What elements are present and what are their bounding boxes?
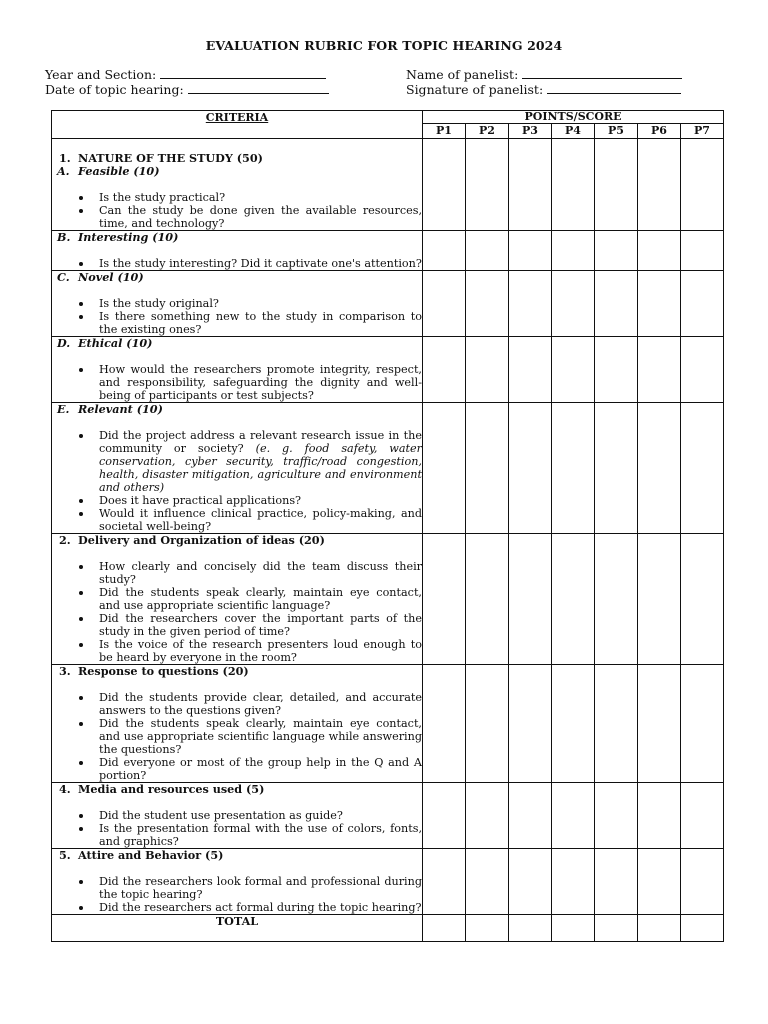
spacer xyxy=(52,547,422,560)
criteria-cell xyxy=(52,403,423,534)
score-cell[interactable] xyxy=(466,337,509,403)
list-item xyxy=(52,586,422,612)
bullet-icon xyxy=(79,814,83,818)
bullet-list xyxy=(52,560,422,664)
bullet-text: Is there something new to the study in comparison to the existing ones? xyxy=(99,310,422,336)
bullet-icon xyxy=(79,643,83,647)
bullet-icon xyxy=(79,617,83,621)
criteria-cell xyxy=(52,271,423,337)
list-item xyxy=(52,494,422,507)
name-panelist-field xyxy=(406,67,682,82)
signature-panelist-blank[interactable] xyxy=(547,83,681,94)
bullet-text: Did the students speak clearly, maintain eye contact, and use appropriate scientific language while answering the questions? xyxy=(99,717,422,756)
bullet-icon xyxy=(79,209,83,213)
score-cell[interactable] xyxy=(638,231,681,271)
bullet-text: Did everyone or most of the group help in the Q and A portion? xyxy=(99,756,422,782)
score-cell[interactable] xyxy=(552,534,595,665)
section-number: 1. xyxy=(59,151,71,165)
score-cell[interactable] xyxy=(638,849,681,915)
bullet-text: Is the study original? xyxy=(99,297,219,310)
bullet-text: Did the project address a relevant research issue in the community or society? xyxy=(99,429,422,455)
list-item xyxy=(52,691,422,717)
list-item xyxy=(52,612,422,638)
score-cell[interactable] xyxy=(423,337,466,403)
bullet-text: Did the student use presentation as guide? xyxy=(99,809,343,822)
score-cell[interactable] xyxy=(681,337,724,403)
score-cell[interactable] xyxy=(638,665,681,783)
score-cell[interactable] xyxy=(552,403,595,534)
score-cell[interactable] xyxy=(638,783,681,849)
subcriterion-heading xyxy=(52,403,422,416)
table-row xyxy=(52,849,724,915)
spacer xyxy=(52,284,422,297)
subcriterion-heading xyxy=(52,337,422,350)
score-cell[interactable] xyxy=(509,783,552,849)
bullet-text: Did the researchers look formal and professional during the topic hearing? xyxy=(99,875,422,901)
rubric-table xyxy=(51,110,724,942)
table-row xyxy=(52,231,724,271)
bullet-text: Did the researchers act formal during the topic hearing? xyxy=(99,901,422,914)
subcriterion-heading xyxy=(52,271,422,284)
score-cell[interactable] xyxy=(681,665,724,783)
score-cell[interactable] xyxy=(552,665,595,783)
section-number: 2. xyxy=(59,533,71,547)
list-item xyxy=(52,901,422,914)
criteria-header: CRITERIA xyxy=(52,111,423,139)
section-heading xyxy=(52,849,422,862)
score-cell[interactable] xyxy=(466,271,509,337)
score-cell[interactable] xyxy=(466,783,509,849)
panelist-header: P6 xyxy=(638,124,681,139)
bullet-list xyxy=(52,363,422,402)
example-text: (e. g. food safety, water conservation, cyber security, traffic/road congestion, health, disaster mitigation, agriculture and environment and others) xyxy=(99,442,422,494)
name-panelist-blank[interactable] xyxy=(522,68,682,79)
signature-panelist-label: Signature of panelist: xyxy=(406,82,544,97)
score-cell[interactable] xyxy=(423,403,466,534)
table-row xyxy=(52,337,724,403)
spacer xyxy=(52,416,422,429)
score-cell[interactable] xyxy=(509,665,552,783)
table-row xyxy=(52,534,724,665)
list-item xyxy=(52,363,422,402)
score-cell[interactable] xyxy=(466,665,509,783)
section-number: 4. xyxy=(59,782,71,796)
date-hearing-blank[interactable] xyxy=(188,83,329,94)
criteria-cell xyxy=(52,665,423,783)
score-cell[interactable] xyxy=(681,271,724,337)
score-cell[interactable] xyxy=(466,534,509,665)
score-cell[interactable] xyxy=(595,534,638,665)
spacer xyxy=(52,178,422,191)
bullet-icon xyxy=(79,906,83,910)
bullet-icon xyxy=(79,368,83,372)
section-title: Delivery and Organization of ideas (20) xyxy=(78,533,325,547)
total-row xyxy=(52,915,724,942)
score-cell[interactable] xyxy=(423,271,466,337)
score-cell[interactable] xyxy=(638,271,681,337)
criteria-cell xyxy=(52,231,423,271)
section-number: 3. xyxy=(59,664,71,678)
bullet-list xyxy=(52,191,422,230)
score-cell[interactable] xyxy=(509,231,552,271)
section-heading xyxy=(52,783,422,796)
points-score-header: POINTS/SCORE xyxy=(423,111,724,124)
score-cell[interactable] xyxy=(466,915,509,942)
score-cell[interactable] xyxy=(638,534,681,665)
section-title: Media and resources used (5) xyxy=(78,782,265,796)
score-cell[interactable] xyxy=(423,139,466,231)
subcriterion-title: Relevant (10) xyxy=(78,402,163,416)
spacer xyxy=(52,678,422,691)
score-cell[interactable] xyxy=(509,139,552,231)
score-cell[interactable] xyxy=(595,337,638,403)
subcriterion-heading xyxy=(52,165,422,178)
list-item xyxy=(52,756,422,782)
table-row xyxy=(52,403,724,534)
bullet-icon xyxy=(79,434,83,438)
subcriterion-letter: B. xyxy=(57,230,71,244)
panelist-header: P1 xyxy=(423,124,466,139)
list-item xyxy=(52,809,422,822)
table-row xyxy=(52,271,724,337)
list-item xyxy=(52,560,422,586)
table-row xyxy=(52,783,724,849)
score-cell[interactable] xyxy=(681,915,724,942)
score-cell[interactable] xyxy=(595,139,638,231)
score-cell[interactable] xyxy=(423,915,466,942)
list-item xyxy=(52,257,422,270)
score-cell[interactable] xyxy=(509,534,552,665)
score-cell[interactable] xyxy=(423,231,466,271)
bullet-text: Does it have practical applications? xyxy=(99,494,302,507)
section-number: 5. xyxy=(59,848,71,862)
subcriterion-title: Interesting (10) xyxy=(78,230,179,244)
bullet-icon xyxy=(79,315,83,319)
criteria-cell xyxy=(52,534,423,665)
list-item xyxy=(52,822,422,848)
date-hearing-label: Date of topic hearing: xyxy=(45,82,184,97)
document-title: EVALUATION RUBRIC FOR TOPIC HEARING 2024 xyxy=(205,38,563,53)
subcriterion-title: Ethical (10) xyxy=(78,336,153,350)
bullet-text: Is the study interesting? Did it captivate one's attention? xyxy=(99,257,422,270)
subcriterion-letter: E. xyxy=(57,402,70,416)
score-cell[interactable] xyxy=(552,139,595,231)
bullet-list xyxy=(52,297,422,336)
score-cell[interactable] xyxy=(509,915,552,942)
subcriterion-letter: C. xyxy=(57,270,70,284)
subcriterion-letter: D. xyxy=(57,336,71,350)
list-item xyxy=(52,717,422,756)
bullet-list xyxy=(52,875,422,914)
bullet-list xyxy=(52,809,422,848)
spacer xyxy=(52,796,422,809)
score-cell[interactable] xyxy=(423,534,466,665)
section-title: Response to questions (20) xyxy=(78,664,249,678)
year-section-field xyxy=(45,67,326,82)
bullet-icon xyxy=(79,302,83,306)
section-heading xyxy=(52,534,422,547)
score-cell[interactable] xyxy=(466,139,509,231)
bullet-icon xyxy=(79,880,83,884)
score-cell[interactable] xyxy=(681,534,724,665)
bullet-text: Is the voice of the research presenters loud enough to be heard by everyone in the room? xyxy=(99,638,422,664)
list-item xyxy=(52,429,422,494)
score-cell[interactable] xyxy=(595,915,638,942)
bullet-list xyxy=(52,691,422,782)
score-cell[interactable] xyxy=(681,849,724,915)
section-heading xyxy=(52,665,422,678)
bullet-text: Is the study practical? xyxy=(99,191,226,204)
criteria-cell xyxy=(52,337,423,403)
bullet-text: Is the presentation formal with the use of colors, fonts, and graphics? xyxy=(99,822,422,848)
score-cell[interactable] xyxy=(466,231,509,271)
score-cell[interactable] xyxy=(423,849,466,915)
bullet-text: Did the researchers cover the important parts of the study in the given period of time? xyxy=(99,612,422,638)
criteria-cell xyxy=(52,139,423,231)
bullet-icon xyxy=(79,499,83,503)
score-cell[interactable] xyxy=(595,783,638,849)
year-section-label: Year and Section: xyxy=(45,67,157,82)
bullet-icon xyxy=(79,262,83,266)
bullet-icon xyxy=(79,591,83,595)
score-cell[interactable] xyxy=(552,271,595,337)
score-cell[interactable] xyxy=(509,337,552,403)
bullet-icon xyxy=(79,696,83,700)
score-cell[interactable] xyxy=(595,403,638,534)
spacer xyxy=(52,862,422,875)
panelist-header: P2 xyxy=(466,124,509,139)
score-cell[interactable] xyxy=(638,403,681,534)
bullet-icon xyxy=(79,565,83,569)
bullet-text: Can the study be done given the available resources, time, and technology? xyxy=(99,204,422,230)
bullet-icon xyxy=(79,196,83,200)
list-item xyxy=(52,638,422,664)
score-cell[interactable] xyxy=(552,849,595,915)
signature-panelist-field xyxy=(406,82,681,97)
bullet-icon xyxy=(79,512,83,516)
score-cell[interactable] xyxy=(509,403,552,534)
panelist-header: P7 xyxy=(681,124,724,139)
score-cell[interactable] xyxy=(509,849,552,915)
subcriterion-letter: A. xyxy=(57,164,70,178)
score-cell[interactable] xyxy=(681,403,724,534)
list-item xyxy=(52,297,422,310)
score-cell[interactable] xyxy=(638,337,681,403)
score-cell[interactable] xyxy=(638,139,681,231)
subcriterion-title: Feasible (10) xyxy=(78,164,160,178)
score-cell[interactable] xyxy=(638,915,681,942)
total-label: TOTAL xyxy=(52,915,423,942)
bullet-icon xyxy=(79,722,83,726)
table-row xyxy=(52,139,724,231)
score-cell[interactable] xyxy=(552,231,595,271)
bullet-icon xyxy=(79,827,83,831)
subcriterion-title: Novel (10) xyxy=(78,270,144,284)
score-cell[interactable] xyxy=(552,337,595,403)
spacer xyxy=(52,350,422,363)
panelist-header: P4 xyxy=(552,124,595,139)
section-title: Attire and Behavior (5) xyxy=(78,848,224,862)
score-cell[interactable] xyxy=(552,915,595,942)
list-item xyxy=(52,507,422,533)
list-item xyxy=(52,191,422,204)
criteria-cell xyxy=(52,849,423,915)
score-cell[interactable] xyxy=(466,849,509,915)
spacer xyxy=(52,244,422,257)
score-cell[interactable] xyxy=(595,849,638,915)
subcriterion-heading xyxy=(52,231,422,244)
bullet-icon xyxy=(79,761,83,765)
list-item xyxy=(52,204,422,230)
score-cell[interactable] xyxy=(595,231,638,271)
score-cell[interactable] xyxy=(509,271,552,337)
score-cell[interactable] xyxy=(595,271,638,337)
score-cell[interactable] xyxy=(681,231,724,271)
score-cell[interactable] xyxy=(681,783,724,849)
name-panelist-label: Name of panelist: xyxy=(406,67,519,82)
bullet-list xyxy=(52,257,422,270)
panelist-header: P5 xyxy=(595,124,638,139)
list-item xyxy=(52,875,422,901)
panelist-header: P3 xyxy=(509,124,552,139)
score-cell[interactable] xyxy=(423,783,466,849)
bullet-text: Did the students provide clear, detailed, and accurate answers to the questions given? xyxy=(99,691,422,717)
date-hearing-field xyxy=(45,82,329,97)
bullet-list xyxy=(52,429,422,533)
criteria-cell xyxy=(52,783,423,849)
score-cell[interactable] xyxy=(466,403,509,534)
year-section-blank[interactable] xyxy=(160,68,326,79)
score-cell[interactable] xyxy=(595,665,638,783)
bullet-text: How would the researchers promote integrity, respect, and responsibility, safeguarding the dignity and well-being of participants or test subjects? xyxy=(99,363,422,402)
bullet-text: How clearly and concisely did the team discuss their study? xyxy=(99,560,422,586)
bullet-text: Did the students speak clearly, maintain eye contact, and use appropriate scientific language? xyxy=(99,586,422,612)
score-cell[interactable] xyxy=(552,783,595,849)
table-row xyxy=(52,665,724,783)
list-item xyxy=(52,310,422,336)
score-cell[interactable] xyxy=(423,665,466,783)
bullet-text: Would it influence clinical practice, policy-making, and societal well-being? xyxy=(99,507,422,533)
score-cell[interactable] xyxy=(681,139,724,231)
section-title: NATURE OF THE STUDY (50) xyxy=(78,151,263,165)
